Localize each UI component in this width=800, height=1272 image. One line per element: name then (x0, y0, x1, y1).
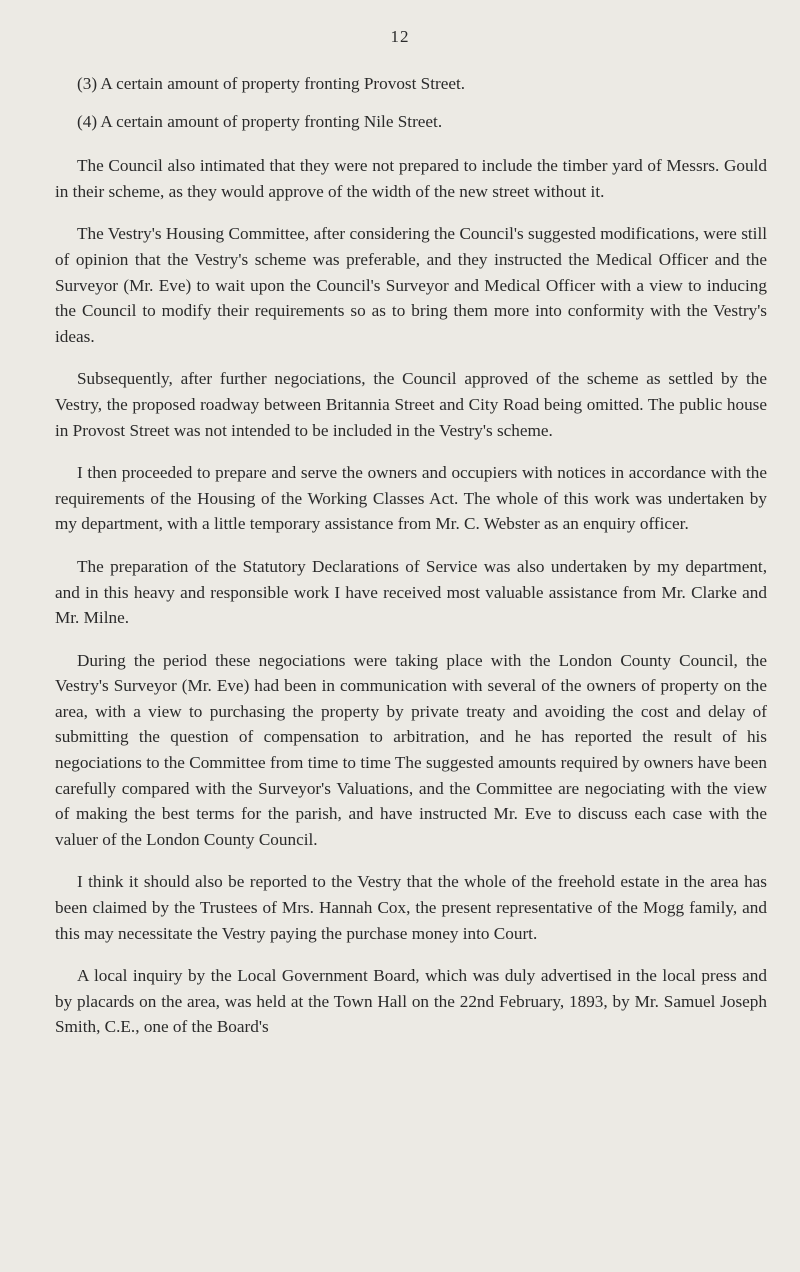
list-item: (4) A certain amount of property fronting Nile Street. (77, 111, 443, 131)
paragraph: Subsequently, after further negociations, the Council approved of the scheme as settled by the Vestry, the proposed roadway between Britannia Street and City Road being omitted. The public house in Provost Street was not intended to be included in the Vestry's scheme. (55, 369, 767, 440)
paragraph: I then proceeded to prepare and serve the owners and occupiers with notices in accordance with the requirements of the Housing of the Working Classes Act. The whole of this work was undertaken by my department, with a little temporary assistance from Mr. C. Webster as an enquiry officer. (55, 463, 767, 534)
paragraph: The Council also intimated that they were not prepared to include the timber yard of Messrs. Gould in their scheme, as they would approve of the width of the new street without it. (55, 156, 767, 201)
page-body (55, 71, 767, 1057)
list-item: (3) A certain amount of property fronting Provost Street. (77, 74, 466, 93)
paragraph: The Vestry's Housing Committee, after considering the Council's suggested modifications, were still of opinion that the Vestry's scheme was preferable, and they instructed the Medical Officer and the Surveyor (Mr. Eve) to wait upon the Council's Surveyor and Medical Officer with a view to inducing the Council to modify their requirements so as to bring them more into conformity with the Vestry's ideas. (55, 224, 767, 346)
paragraph: A local inquiry by the Local Government Board, which was duly advertised in the local press and by placards on the area, was held at the Town Hall on the 22nd February, 1893, by Mr. Samuel Joseph Smith, C.E., one of the Board's (55, 966, 767, 1037)
paragraph: The preparation of the Statutory Declarations of Service was also undertaken by my department, and in this heavy and responsible work I have received most valuable assistance from Mr. Clarke and Mr. Milne. (55, 556, 767, 628)
page-number: 12 (390, 27, 410, 46)
paragraph: During the period these negociations were taking place with the London County Council, the Vestry's Surveyor (Mr. Eve) had been in communication with several of the owners of property on the area, with a view to purchasing the property by private treaty and avoiding the cost and delay of submitting the question of compensation to arbitration, and he has reported the result of his negociations to the Committee from time to time The suggested amounts required by owners have been carefully compared with the Surveyor's Valuations, and the Committee are negociating with the view of making the best terms for the parish, and have instructed Mr. Eve to discuss each case with the valuer of the London County Council. (55, 650, 767, 849)
paragraph: I think it should also be reported to the Vestry that the whole of the freehold estate in the area has been claimed by the Trustees of Mrs. Hannah Cox, the present representative of the Mogg family, and this may necessitate the Vestry paying the purchase money into Court. (55, 872, 767, 943)
